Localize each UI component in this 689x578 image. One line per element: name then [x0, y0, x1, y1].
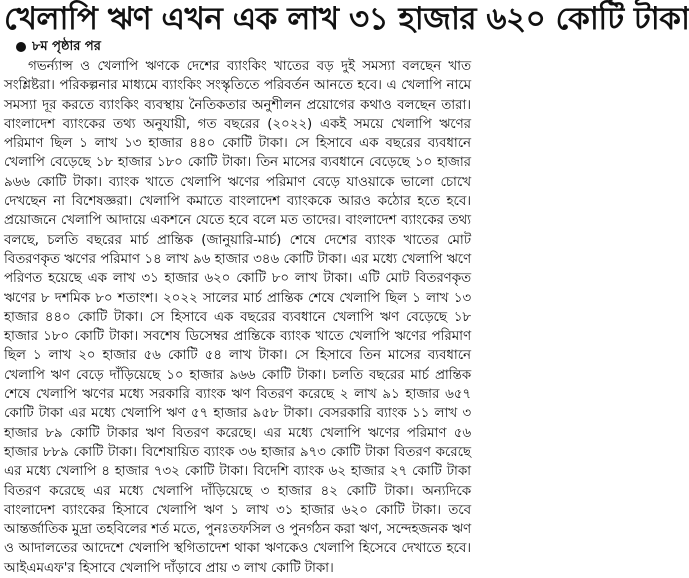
body-text: গভর্ন্যান্স ও খেলাপি ঋণকে দেশের ব্যাংকিং খাতের বড় দুই সমস্যা বলছেন খাত সংশ্লিষ্টরা। পরিকল্পনার মাধ্যমে ব্যাংকিং সংস্কৃতিতে পরিবর্তন আনতে হবে। এ খেলাপি নামে সমস্যা দূর করতে ব্যাংকিং ব্যবস্থায় নৈতিকতার অনুশীলন প্রয়োগের কথাও বলছেন তারা। বাংলাদেশ ব্যাংকের তথ্য অনুযায়ী, গত বছরের (২০২২) একই সময়ে খেলাপি ঋণের পরিমাণ ছিল ১ লাখ ১৩ হাজার ৪৪০ কোটি টাকা। সে হিসাবে এক বছরের ব্যবধানে খেলাপি বেড়েছে ১৮ হাজার ১৮০ কোটি টাকা। তিন মাসের ব্যবধানে বেড়েছে ১০ হাজার ৯৬৬ কোটি টাকা। ব্যাংক খাতে খেলাপি ঋণের পরিমাণ বেড়ে যাওয়াকে ভালো চোখে দেখছেন না বিশেষজ্ঞরা। খেলাপি কমাতে বাংলাদেশ ব্যাংককে আরও কঠোর হতে হবে। প্রয়োজনে খেলাপি আদায়ে একশনে যেতে হবে বলে মত তাদের। বাংলাদেশ ব্যাংকের তথ্য বলছে, চলতি বছরের মার্চ প্রান্তিক (জানুয়ারি-মার্চ) শেষে দেশের ব্যাংক খাতের মোট বিতরণকৃত ঋণের পরিমাণ ১৪ লাখ ৯৬ হাজার ৩৪৬ কোটি টাকা। এর মধ্যে খেলাপি ঋণে পরিণত হয়েছে এক লাখ ৩১ হাজার ৬২০ কোটি ৮০ লাখ টাকা। এটি মোট বিতরণকৃত ঋণের ৮ দশমিক ৮০ শতাংশ। ২০২২ সালের মার্চ প্রান্তিক শেষে খেলাপি ছিল ১ লাখ ১৩ হাজার ৪৪০ কোটি টাকা। সে হিসাবে এক বছরের ব্যবধানে খেলাপি ঋণ বেড়েছে ১৮ হাজার ১৮০ কোটি টাকা। সবশেষ ডিসেম্বর প্রান্তিকে ব্যাংক খাতে খেলাপি ঋণের পরিমাণ ছিল ১ লাখ ২০ হাজার ৫৬ কোটি ৫৪ লাখ টাকা। সে হিসাবে তিন মাসের ব্যবধানে খেলাপি ঋণ বেড়ে দাঁড়িয়েছে ১০ হাজার ৯৬৬ কোটি টাকা। চলতি বছরের মার্চ প্রান্তিক শেষে খেলাপি ঋণের মধ্যে সরকারি ব্যাংক ঋণ বিতরণ করেছে ২ লাখ ৯১ হাজার ৬৫৭ কোটি টাকা এর মধ্যে খেলাপি ঋণ ৫৭ হাজার ৯৫৮ টাকা। বেসরকারি ব্যাংক ১১ লাখ ৩ হাজার ৮৯ কোটি টাকার ঋণ বিতরণ করেছে। এর মধ্যে খেলাপি ঋণের পরিমাণ ৫৬ হাজার ৮৮৯ কোটি টাকা। বিশেষায়িত ব্যাংক ৩৬ হাজার ৯৭৩ কোটি টাকা বিতরণ করেছে এর মধ্যে খেলাপি ৪ হাজার ৭৩২ কোটি টাকা। বিদেশি ব্যাংক ৬২ হাজার ২৭ কোটি টাকা বিতরণ করেছে এর মধ্যে খেলাপি দাঁড়িয়েছে ৩ হাজার ৪২ কোটি টাকা। অন্যদিকে বাংলাদেশ ব্যাংকের হিসাবে খেলাপি ঋণ ১ লাখ ৩১ হাজার ৬২০ কোটি টাকা। তবে আন্তর্জাতিক মুদ্রা তহবিলের শর্ত মতে, পুনঃতফসিল ও পুনর্গঠন করা ঋণ, সন্দেহজনক ঋণ ও আদালতের আদেশে খেলাপি স্থগিতাদেশ থাকা ঋণকেও খেলাপি হিসেবে দেখাতে হবে। আইএমএফ'র হিসাবে খেলাপি দাঁড়াবে প্রায় ৩ লাখ কোটি টাকা।	[4, 59, 471, 576]
bullet-icon	[16, 42, 26, 52]
continued-from-line	[16, 38, 471, 56]
headline: খেলাপি ঋণ এখন এক লাখ ৩১ হাজার ৬২০ কোটি টাকা	[4, 1, 689, 37]
continued-from-label: ৮ম পৃষ্ঠার পর	[32, 39, 101, 54]
article-body	[4, 57, 471, 578]
